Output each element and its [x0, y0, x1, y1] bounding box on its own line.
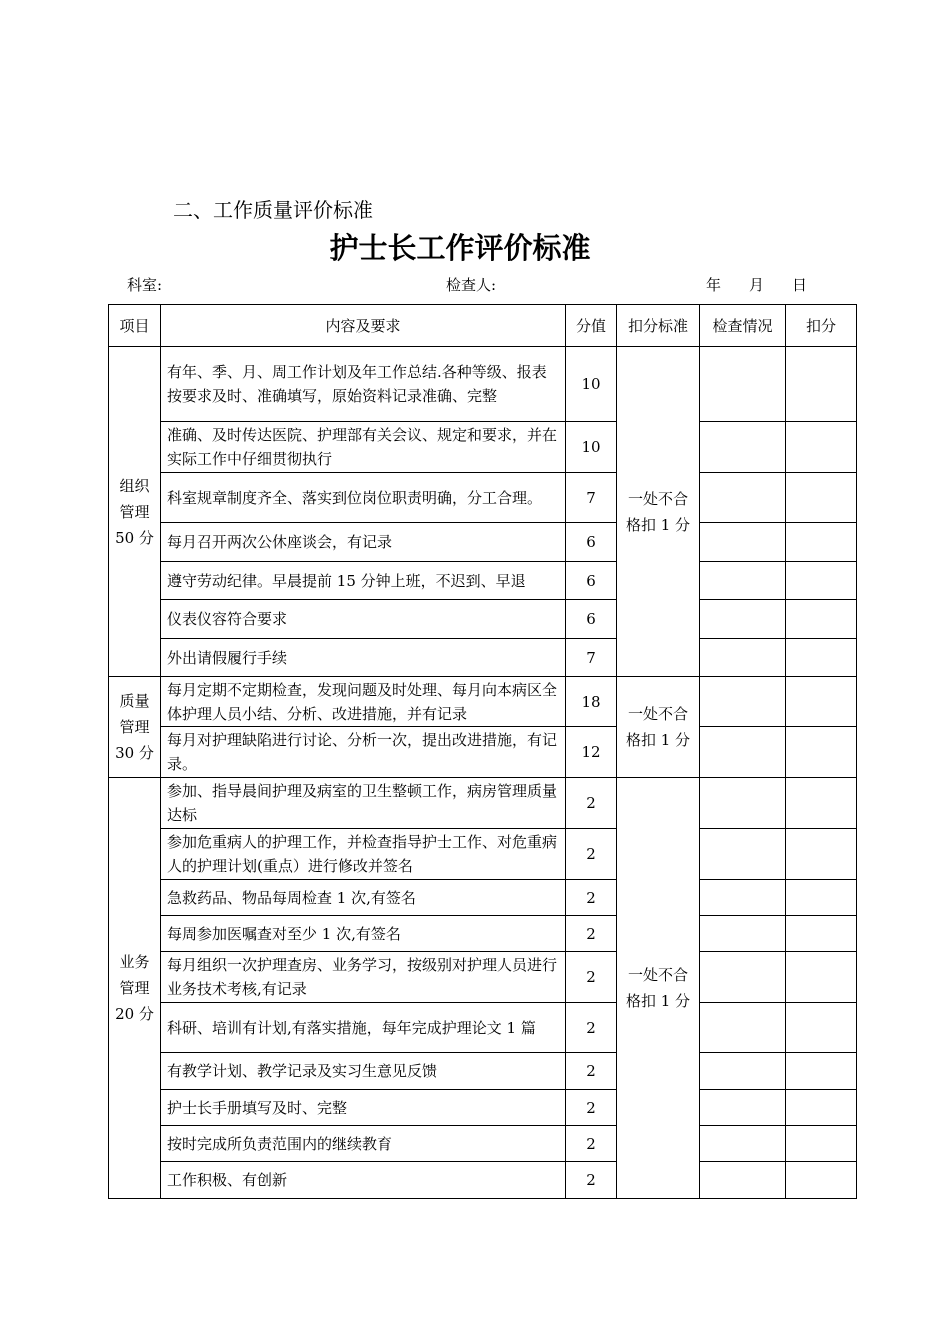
deduction-cell[interactable] [786, 1126, 857, 1162]
inspection-cell[interactable] [700, 1126, 786, 1162]
table-row [109, 473, 857, 523]
group-label [109, 677, 161, 778]
header-score: 分值 [566, 305, 617, 347]
content-cell: 每月召开两次公休座谈会，有记录 [161, 523, 566, 562]
table-row [109, 347, 857, 422]
content-cell: 有教学计划、教学记录及实习生意见反馈 [161, 1053, 566, 1090]
content-cell: 按时完成所负责范围内的继续教育 [161, 1126, 566, 1162]
inspection-cell[interactable] [700, 829, 786, 880]
score-cell: 2 [566, 1126, 617, 1162]
inspection-cell[interactable] [700, 916, 786, 952]
content-cell: 有年、季、月、周工作计划及年工作总结.各种等级、报表按要求及时、准确填写，原始资料记录准确、完整 [161, 347, 566, 422]
score-cell: 10 [566, 347, 617, 422]
inspection-cell[interactable] [700, 422, 786, 473]
content-cell: 每月定期不定期检查，发现问题及时处理、每月向本病区全体护理人员小结、分析、改进措施，并有记录 [161, 677, 566, 727]
score-cell: 10 [566, 422, 617, 473]
inspection-cell[interactable] [700, 880, 786, 916]
table-row [109, 677, 857, 727]
deduction-standard-cell [617, 347, 700, 677]
table-row [109, 639, 857, 677]
score-cell: 7 [566, 473, 617, 523]
content-cell: 仪表仪容符合要求 [161, 600, 566, 639]
score-cell: 6 [566, 600, 617, 639]
inspection-cell[interactable] [700, 523, 786, 562]
group-label-line: 50 分 [115, 528, 154, 547]
standard-line: 一处不合 [627, 705, 688, 723]
score-cell: 6 [566, 562, 617, 600]
deduction-cell[interactable] [786, 562, 857, 600]
content-cell: 每周参加医嘱查对至少 1 次,有签名 [161, 916, 566, 952]
table-row [109, 952, 857, 1003]
header-row [109, 305, 857, 347]
header-content: 内容及要求 [161, 305, 566, 347]
table-row [109, 562, 857, 600]
inspection-cell[interactable] [700, 1090, 786, 1126]
deduction-cell[interactable] [786, 880, 857, 916]
score-cell: 18 [566, 677, 617, 727]
content-cell: 参加、指导晨间护理及病室的卫生整顿工作，病房管理质量达标 [161, 778, 566, 829]
deduction-cell[interactable] [786, 1003, 857, 1053]
year-label: 年 [706, 276, 722, 294]
inspection-cell[interactable] [700, 600, 786, 639]
inspector-label: 检查人: [446, 276, 497, 294]
inspection-cell[interactable] [700, 1162, 786, 1199]
content-cell: 科研、培训有计划,有落实措施，每年完成护理论文 1 篇 [161, 1003, 566, 1053]
day-label: 日 [792, 276, 808, 294]
inspection-cell[interactable] [700, 562, 786, 600]
score-cell: 6 [566, 523, 617, 562]
deduction-cell[interactable] [786, 1053, 857, 1090]
header-inspection: 检查情况 [700, 305, 786, 347]
header-deduction-standard: 扣分标准 [617, 305, 700, 347]
deduction-cell[interactable] [786, 1090, 857, 1126]
content-cell: 每月组织一次护理查房、业务学习，按级别对护理人员进行业务技术考核,有记录 [161, 952, 566, 1003]
score-cell: 2 [566, 1162, 617, 1199]
group-label [109, 778, 161, 1199]
group-label-line: 业务 [119, 953, 150, 971]
standard-line: 格扣 1 分 [625, 992, 691, 1010]
inspection-cell[interactable] [700, 677, 786, 727]
content-cell: 准确、及时传达医院、护理部有关会议、规定和要求，并在实际工作中仔细贯彻执行 [161, 422, 566, 473]
deduction-standard-cell [617, 677, 700, 778]
standard-line: 格扣 1 分 [625, 731, 691, 749]
inspection-cell[interactable] [700, 347, 786, 422]
table-row [109, 1090, 857, 1126]
standard-line: 一处不合 [627, 489, 688, 508]
inspection-cell[interactable] [700, 1003, 786, 1053]
content-cell: 工作积极、有创新 [161, 1162, 566, 1199]
header-item: 项目 [109, 305, 161, 347]
table-row [109, 727, 857, 778]
deduction-standard-cell [617, 778, 700, 1199]
score-cell: 2 [566, 952, 617, 1003]
group-label-line: 20 分 [115, 1005, 154, 1023]
table-row [109, 829, 857, 880]
table-row [109, 523, 857, 562]
deduction-cell[interactable] [786, 829, 857, 880]
deduction-cell[interactable] [786, 523, 857, 562]
table-row [109, 422, 857, 473]
deduction-cell[interactable] [786, 422, 857, 473]
table-row [109, 880, 857, 916]
score-cell: 2 [566, 778, 617, 829]
evaluation-table [108, 304, 857, 1199]
table-row [109, 600, 857, 639]
deduction-cell[interactable] [786, 1162, 857, 1199]
inspection-cell[interactable] [700, 778, 786, 829]
group-label-line: 质量 [119, 692, 150, 710]
content-cell: 参加危重病人的护理工作，并检查指导护士工作、对危重病人的护理计划(重点）进行修改并签名 [161, 829, 566, 880]
content-cell: 每月对护理缺陷进行讨论、分析一次，提出改进措施，有记录。 [161, 727, 566, 778]
group-label-line: 组织 [119, 476, 150, 495]
table-row [109, 1003, 857, 1053]
group-label-line: 30 分 [115, 744, 154, 762]
deduction-cell[interactable] [786, 600, 857, 639]
date-line [706, 274, 807, 296]
inspection-cell[interactable] [700, 952, 786, 1003]
score-cell: 2 [566, 1003, 617, 1053]
score-cell: 2 [566, 1053, 617, 1090]
deduction-cell[interactable] [786, 677, 857, 727]
score-cell: 2 [566, 829, 617, 880]
group-label-line: 管理 [119, 718, 150, 736]
deduction-cell[interactable] [786, 347, 857, 422]
score-cell: 7 [566, 639, 617, 677]
inspection-cell[interactable] [700, 1053, 786, 1090]
group-label-line: 管理 [119, 502, 150, 521]
content-cell: 外出请假履行手续 [161, 639, 566, 677]
deduction-cell[interactable] [786, 916, 857, 952]
table-row [109, 1126, 857, 1162]
score-cell: 2 [566, 916, 617, 952]
deduction-cell[interactable] [786, 473, 857, 523]
inspection-cell[interactable] [700, 473, 786, 523]
group-label [109, 347, 161, 677]
standard-line: 一处不合 [627, 966, 688, 984]
document-title: 护士长工作评价标准 [329, 231, 591, 265]
deduction-cell[interactable] [786, 727, 857, 778]
table-row [109, 1162, 857, 1199]
deduction-cell[interactable] [786, 778, 857, 829]
deduction-cell[interactable] [786, 952, 857, 1003]
table-row [109, 916, 857, 952]
inspection-cell[interactable] [700, 727, 786, 778]
content-cell: 遵守劳动纪律。早晨提前 15 分钟上班，不迟到、早退 [161, 562, 566, 600]
month-label: 月 [749, 276, 765, 294]
section-title: 二、工作质量评价标准 [173, 198, 373, 222]
group-label-line: 管理 [119, 979, 150, 997]
content-cell: 急救药品、物品每周检查 1 次,有签名 [161, 880, 566, 916]
inspection-cell[interactable] [700, 639, 786, 677]
standard-line: 格扣 1 分 [625, 515, 691, 534]
score-cell: 12 [566, 727, 617, 778]
content-cell: 科室规章制度齐全、落实到位岗位职责明确，分工合理。 [161, 473, 566, 523]
department-label: 科室: [127, 276, 163, 294]
deduction-cell[interactable] [786, 639, 857, 677]
table-row [109, 1053, 857, 1090]
content-cell: 护士长手册填写及时、完整 [161, 1090, 566, 1126]
score-cell: 2 [566, 1090, 617, 1126]
score-cell: 2 [566, 880, 617, 916]
header-deduction: 扣分 [786, 305, 857, 347]
table-row [109, 778, 857, 829]
